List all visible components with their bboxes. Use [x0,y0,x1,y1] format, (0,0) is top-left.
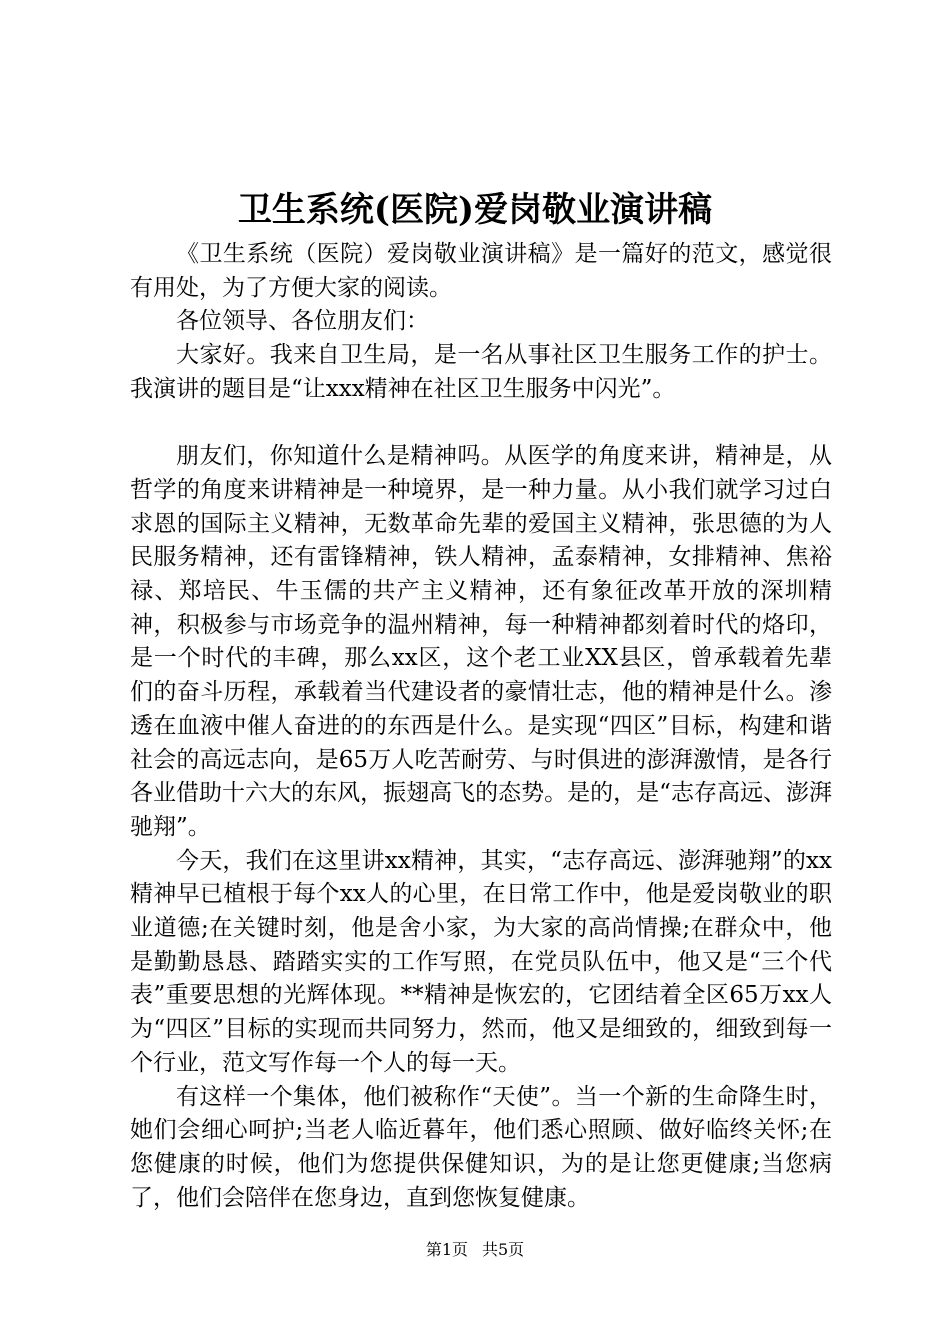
greeting-paragraph: 大家好。我来自卫生局，是一名从事社区卫生服务工作的护士。我演讲的题目是“让xxx精神在社区卫生服务中闪光”。 [130,342,832,402]
page-number: 第1页 [425,1240,468,1259]
angels-paragraph: 有这样一个集体，他们被称作“天使”。当一个新的生命降生时，她们会细心呵护;当老人临近暮年，他们悉心照顾、做好临终关怀;在您健康的时候，他们为您提供保健知识，为的是让您更健康;当您病了，他们会陪伴在您身边，直到您恢复健康。 [130,1083,832,1211]
document-title: 卫生系统(医院)爱岗敬业演讲稿 [237,190,713,230]
intro-paragraph: 《卫生系统（医院）爱岗敬业演讲稿》是一篇好的范文，感觉很有用处，为了方便大家的阅读。 [130,241,832,301]
spirit-paragraph: 朋友们，你知道什么是精神吗。从医学的角度来讲，精神是，从哲学的角度来讲精神是一种境界，是一种力量。从小我们就学习过白求恩的国际主义精神，无数革命先辈的爱国主义精神，张思德的为人民服务精神，还有雷锋精神，铁人精神，孟泰精神，女排精神、焦裕禄、郑培民、牛玉儒的共产主义精神，还有象征改革开放的深圳精神，积极参与市场竞争的温州精神，每一种精神都刻着时代的烙印，是一个时代的丰碑，那么xx区，这个老工业XX县区，曾承载着先辈们的奋斗历程，承载着当代建设者的豪情壮志，他的精神是什么。渗透在血液中催人奋进的的东西是什么。是实现“四区”目标，构建和谐社会的高远志向，是65万人吃苦耐劳、与时俱进的澎湃激情，是各行各业借助十六大的东风，振翅高飞的态势。是的，是“志存高远、澎湃驰翔”。 [130,443,832,840]
today-paragraph: 今天，我们在这里讲xx精神，其实，“志存高远、澎湃驰翔”的xx精神早已植根于每个xx人的心里，在日常工作中，他是爱岗敬业的职业道德;在关键时刻，他是舍小家，为大家的高尚情操;在群众中，他是勤勤恳恳、踏踏实实的工作写照，在党员队伍中，他又是“三个代表”重要思想的光辉体现。**精神是恢宏的，它团结着全区65万xx人为“四区”目标的实现而共同努力，然而，他又是细致的，细致到每一个行业，范文写作每一个人的每一天。 [130,847,832,1076]
page-footer [0,1238,950,1262]
document-body [130,238,832,1215]
page-total: 共5页 [482,1240,525,1259]
blank-line [130,407,832,441]
salutation: 各位领导、各位朋友们： [176,308,429,335]
